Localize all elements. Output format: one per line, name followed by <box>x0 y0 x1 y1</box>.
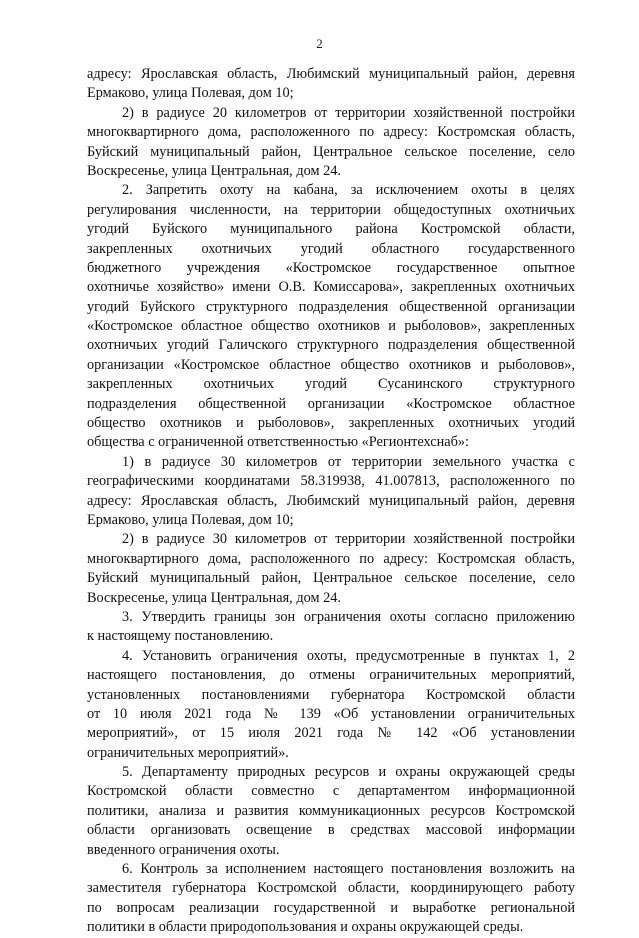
text-line: «Костромское областное общество охотников и рыболовов», закрепленных <box>87 318 575 335</box>
text-line: Воскресенье, улица Центральная, дом 24. <box>87 589 341 606</box>
text-line: подразделения общественной организации «Костромское областное <box>87 395 575 412</box>
text-line: организации «Костромское областное общество охотников и рыболовов», <box>87 356 575 373</box>
text-line: установленных постановлениями губернатора Костромской области <box>87 686 575 703</box>
text-line: общество охотников и рыболовов», закрепленных охотничьих угодий <box>87 415 575 432</box>
text-line: Буйский муниципальный район, Центральное сельское поселение, село <box>87 570 575 587</box>
text-line: адресу: Ярославская область, Любимский муниципальный район, деревня <box>87 66 575 82</box>
text-line: закрепленных охотничьих угодий Сусанинского структурного <box>87 376 575 393</box>
text-line: 5. Департаменту природных ресурсов и охраны окружающей среды <box>122 764 575 781</box>
text-line: угодий Буйского муниципального района Костромской области, <box>87 221 575 238</box>
text-line: настоящего постановления, до отмены ограничительных мероприятий, <box>87 667 575 684</box>
text-line: 6. Контроль за исполнением настоящего постановления возложить на <box>122 861 575 878</box>
text-line: политики, анализа и развития коммуникационных ресурсов Костромской <box>87 802 575 819</box>
text-line: по вопросам реализации государственной и выработке региональной <box>87 899 575 916</box>
text-line: охотничье хозяйство» имени О.В. Комиссарова», закрепленных охотничьих <box>87 279 575 296</box>
text-line: общества с ограниченной ответственностью «Регионтехснаб»: <box>87 434 470 451</box>
text-line: Ермаково, улица Полевая, дом 10; <box>87 85 294 102</box>
text-line: введенного ограничения охоты. <box>87 841 280 858</box>
text-line: области организовать освещение в средствах массовой информации <box>87 822 575 839</box>
text-line: 1) в радиусе 30 километров от территории земельного участка с <box>122 453 575 470</box>
text-line: регулирования численности, на территории общедоступных охотничьих <box>87 201 575 218</box>
text-line: закрепленных охотничьих угодий областного государственного <box>87 240 575 257</box>
text-line: мероприятий», от 15 июля 2021 года № 142 «Об установлении <box>87 725 575 742</box>
text-line: ограничительных мероприятий». <box>87 744 289 761</box>
text-line: от 10 июля 2021 года № 139 «Об установлении ограничительных <box>87 705 575 722</box>
text-line: адресу: Ярославская область, Любимский муниципальный район, деревня <box>87 492 575 509</box>
text-line: охотничьих угодий Галичского структурного подразделения общественной <box>87 337 575 354</box>
text-line: Ермаково, улица Полевая, дом 10; <box>87 511 294 528</box>
text-line: многоквартирного дома, расположенного по адресу: Костромская область, <box>87 550 575 567</box>
text-line: бюджетного учреждения «Костромское государственное опытное <box>87 259 575 276</box>
text-line: 2) в радиусе 20 километров от территории хозяйственной постройки <box>122 104 575 121</box>
text-line: 4. Установить ограничения охоты, предусмотренные в пунктах 1, 2 <box>122 647 575 664</box>
text-line: Буйский муниципальный район, Центральное сельское поселение, село <box>87 143 575 160</box>
text-line: Костромской области совместно с департаментом информационной <box>87 783 575 800</box>
document-body <box>87 65 575 938</box>
text-line: географическими координатами 58.319938, 41.007813, расположенного по <box>87 473 575 490</box>
page-number: 2 <box>316 36 323 51</box>
text-line: 2. Запретить охоту на кабана, за исключением охоты в целях <box>122 182 575 199</box>
text-line: заместителя губернатора Костромской области, координирующего работу <box>87 880 575 897</box>
text-line: политики в области природопользования и охраны окружающей среды. <box>87 919 524 936</box>
text-line: угодий Буйского структурного подразделения общественной организации <box>87 298 575 315</box>
text-line: многоквартирного дома, расположенного по адресу: Костромская область, <box>87 124 575 141</box>
text-line: 2) в радиусе 30 километров от территории хозяйственной постройки <box>122 531 575 548</box>
text-line: 3. Утвердить границы зон ограничения охоты согласно приложению <box>122 608 575 625</box>
text-line: к настоящему постановлению. <box>87 628 274 645</box>
text-line: Воскресенье, улица Центральная, дом 24. <box>87 162 341 179</box>
